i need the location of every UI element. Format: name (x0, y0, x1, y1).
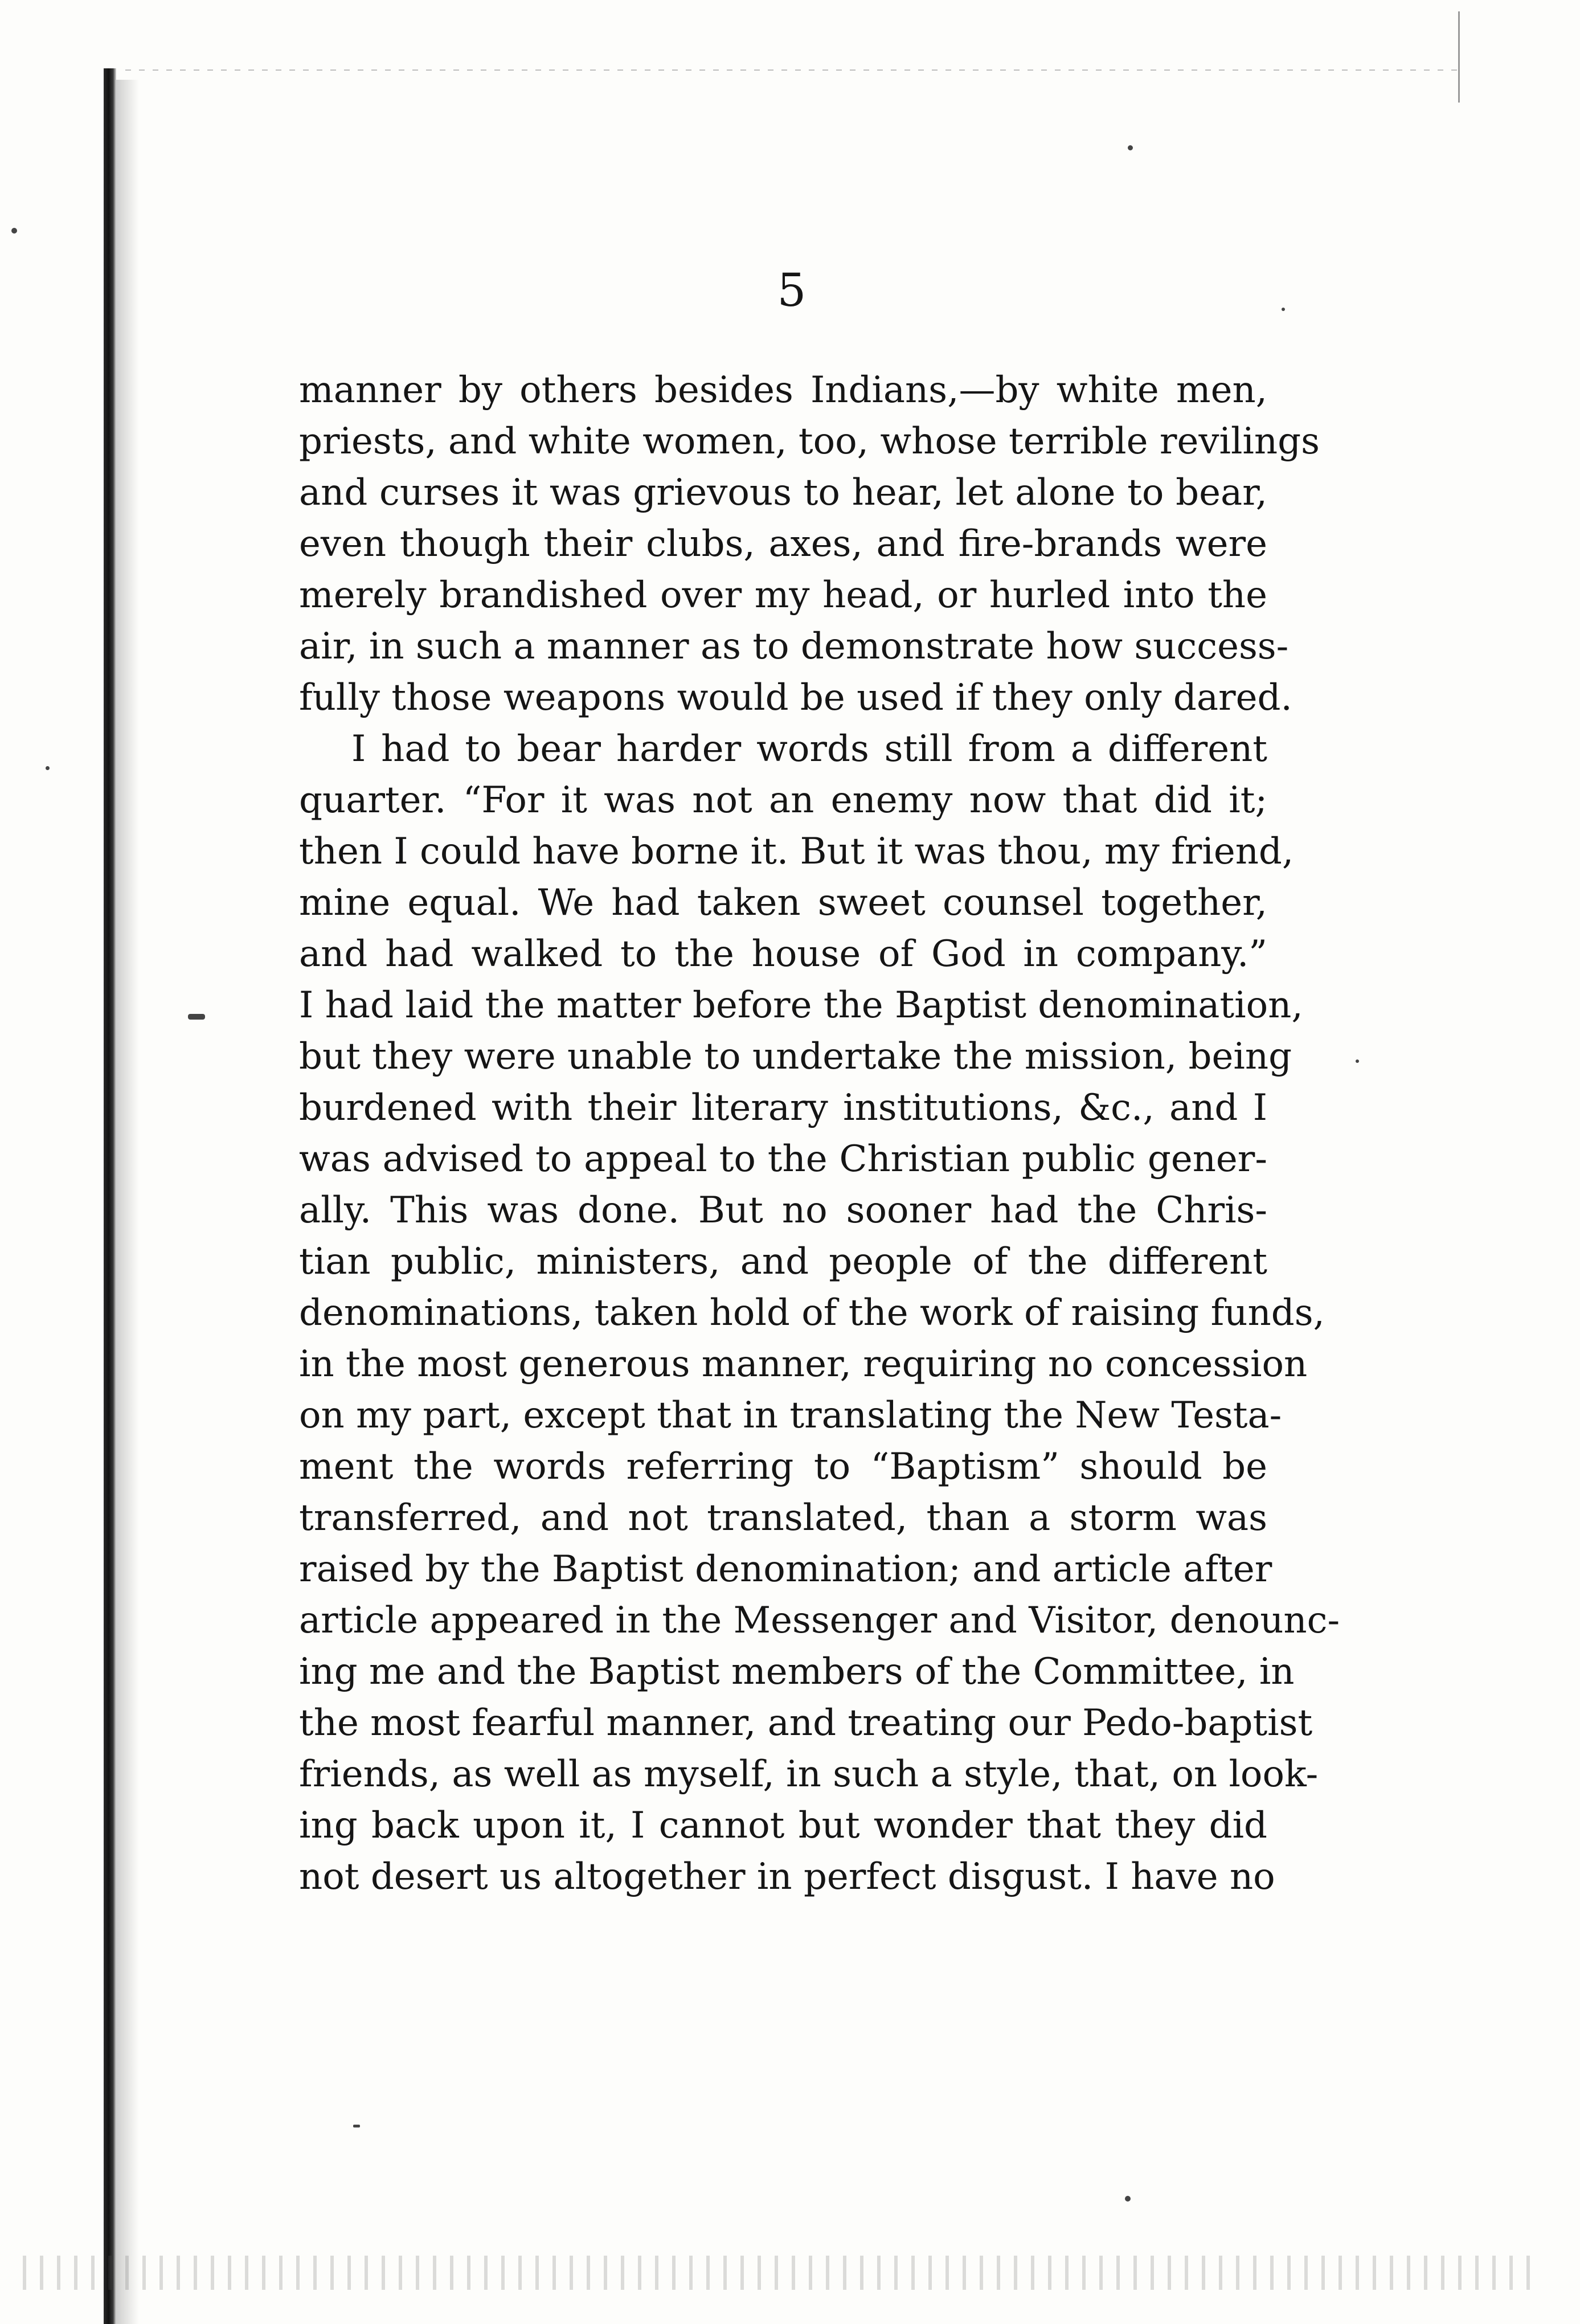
top-edge-dots (125, 69, 1458, 71)
ink-speck (1356, 1059, 1359, 1063)
text-line: ment the words referring to “Baptism” should be (299, 1446, 1267, 1488)
text-line: on my part, except that in translating the New Testa- (299, 1394, 1282, 1437)
text-line: mine equal. We had taken sweet counsel together, (299, 882, 1267, 924)
text-line: fully those weapons would be used if they only dared. (299, 677, 1292, 719)
text-line: I had laid the matter before the Baptist denomination, (299, 984, 1303, 1026)
text-line: even though their clubs, axes, and fire-brands were (299, 523, 1267, 565)
text-line: tian public, ministers, and people of the different (299, 1241, 1267, 1283)
text-line: not desert us altogether in perfect disgust. I have no (299, 1856, 1275, 1898)
ink-speck (353, 2125, 360, 2127)
text-line: but they were unable to undertake the mission, being (299, 1036, 1292, 1078)
ink-speck (11, 228, 17, 234)
text-line: merely brandished over my head, or hurled into the (299, 574, 1267, 616)
page-number: 5 (777, 264, 807, 317)
body-text (299, 365, 1340, 1902)
bottom-edge-noise (23, 2256, 1538, 2290)
text-line: friends, as well as myself, in such a style, that, on look- (299, 1753, 1319, 1795)
text-line: quarter. “For it was not an enemy now that did it; (299, 779, 1267, 821)
text-line: and curses it was grievous to hear, let alone to bear, (299, 472, 1267, 514)
text-line: ally. This was done. But no sooner had the Chris- (299, 1189, 1267, 1231)
text-line: article appeared in the Messenger and Visitor, denounc- (299, 1599, 1340, 1642)
text-line: then I could have borne it. But it was thou, my friend, (299, 830, 1294, 873)
text-line: burdened with their literary institutions, &c., and I (299, 1087, 1267, 1129)
text-line: the most fearful manner, and treating our Pedo-baptist (299, 1702, 1313, 1744)
text-line: air, in such a manner as to demonstrate how success- (299, 625, 1289, 668)
text-line: was advised to appeal to the Christian public gener- (299, 1138, 1267, 1180)
ink-speck (1282, 308, 1285, 311)
text-line: denominations, taken hold of the work of raising funds, (299, 1292, 1325, 1334)
text-line: transferred, and not translated, than a storm was (299, 1497, 1267, 1539)
text-line: raised by the Baptist denomination; and article after (299, 1548, 1272, 1590)
ink-speck (1125, 2196, 1131, 2202)
text-line: in the most generous manner, requiring no concession (299, 1343, 1308, 1385)
binding-shadow (116, 80, 139, 2324)
text-line: I had to bear harder words still from a different (351, 728, 1267, 770)
ink-speck (1128, 145, 1133, 150)
text-line: and had walked to the house of God in company.” (299, 933, 1267, 975)
ink-speck (46, 766, 50, 770)
text-line: priests, and white women, too, whose terrible revilings (299, 420, 1320, 463)
text-line: ing back upon it, I cannot but wonder that they did (299, 1805, 1267, 1847)
binding-edge (104, 68, 116, 2324)
text-line: manner by others besides Indians,—by white men, (299, 369, 1267, 411)
text-line: ing me and the Baptist members of the Committee, in (299, 1651, 1295, 1693)
page-edge-line (1458, 11, 1460, 103)
ink-speck (188, 1014, 205, 1020)
